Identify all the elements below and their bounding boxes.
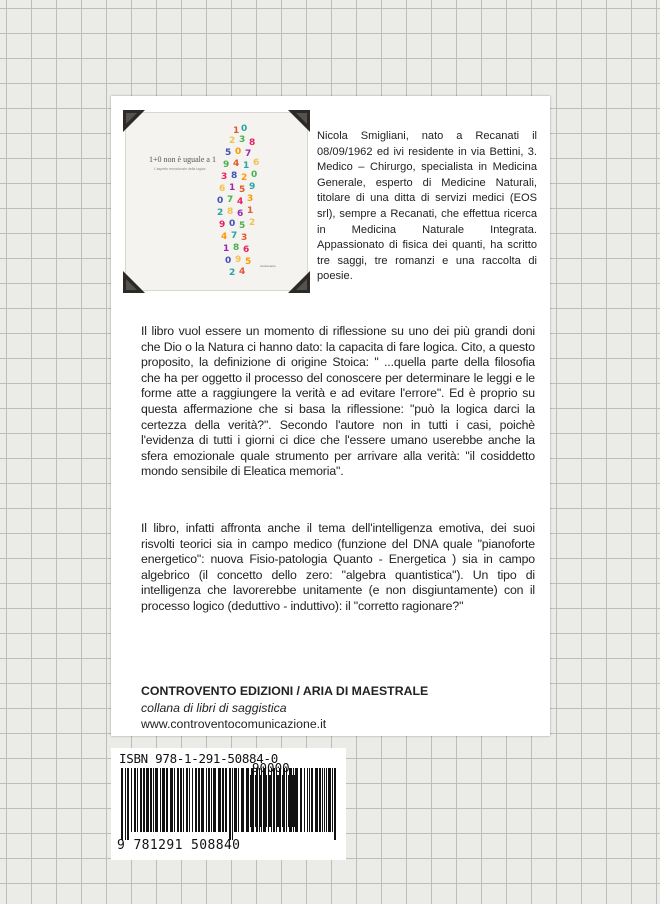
svg-text:3: 3 — [221, 172, 228, 182]
publisher-series: collana di libri di saggistica — [141, 701, 287, 715]
publisher-website[interactable]: www.controventocomunicazione.it — [141, 717, 327, 731]
barcode-bars-icon — [121, 768, 339, 840]
svg-text:5: 5 — [245, 257, 252, 267]
svg-text:0: 0 — [241, 124, 248, 134]
svg-text:1: 1 — [229, 183, 236, 193]
svg-text:4: 4 — [233, 159, 240, 169]
price-barcode-icon — [250, 775, 298, 835]
svg-text:2: 2 — [229, 136, 236, 146]
svg-text:5: 5 — [239, 221, 246, 231]
svg-text:2: 2 — [241, 173, 248, 183]
photo-corner-icon — [288, 271, 310, 293]
svg-text:6: 6 — [237, 209, 244, 219]
svg-text:9: 9 — [235, 255, 242, 265]
svg-text:8: 8 — [227, 207, 234, 217]
price-code: 90000 — [252, 760, 290, 775]
svg-text:7: 7 — [245, 149, 252, 159]
svg-text:4: 4 — [221, 232, 228, 242]
svg-text:3: 3 — [239, 135, 246, 145]
publisher-block — [141, 683, 541, 733]
back-cover-sheet — [111, 96, 550, 736]
author-bio: Nicola Smigliani, nato a Recanati il 08/09/1962 ed ivi residente in via Bettini, 3. Medico – Chirurgo, specialista in Medicina Generale, esperto di Medicine Naturali, titolare di una ditta di servizi medici (EOS srl), sempre a Recanati, che effettua ricerca in Medicina Naturale Integrata. Appassionato di fisica dei quanti, ha scritto tre saggi, tre romanzi e una raccolta di poesie. — [317, 130, 537, 283]
svg-text:0: 0 — [235, 147, 242, 157]
svg-text:5: 5 — [225, 148, 232, 158]
book-subtitle: L'aspetto emozionale della logica — [154, 167, 206, 171]
photo-corner-icon — [288, 110, 310, 132]
svg-text:0: 0 — [251, 170, 258, 180]
svg-text:1: 1 — [247, 206, 254, 216]
photo-corner-icon — [123, 271, 145, 293]
description-paragraph: Il libro, infatti affronta anche il tema dell'intelligenza emotiva, dei suoi risvolti teorici sia in campo medico (funzione del DNA quale "pianoforte energetico": nuova Fisio-patologia Quanto - Energetica ) sia in campo algebrico (il concetto dello zero: "algebra quantistica"). Un tipo di intelligenza che lavorerebbe unitamente (e non disgiuntamente) con il processo logico (deduttivo - induttivo): il "corretto ragionare?" — [141, 521, 535, 613]
svg-text:0: 0 — [225, 256, 232, 266]
svg-text:7: 7 — [227, 195, 234, 205]
svg-text:8: 8 — [249, 138, 256, 148]
svg-text:1: 1 — [243, 161, 250, 171]
svg-text:3: 3 — [241, 233, 248, 243]
photo-corner-icon — [123, 110, 145, 132]
svg-text:6: 6 — [253, 158, 260, 168]
book-title: 1+0 non è uguale a 1 — [149, 155, 216, 164]
publisher-name: CONTROVENTO EDIZIONI / ARIA DI MAESTRALE — [141, 684, 429, 698]
publisher-logo: controvento — [260, 264, 276, 268]
svg-text:6: 6 — [243, 245, 250, 255]
svg-text:1: 1 — [223, 244, 230, 254]
svg-text:9: 9 — [249, 182, 256, 192]
svg-text:5: 5 — [239, 185, 246, 195]
svg-text:2: 2 — [229, 268, 236, 278]
colorful-numbers-figure-icon — [211, 121, 271, 281]
svg-text:2: 2 — [249, 218, 256, 228]
svg-text:4: 4 — [237, 197, 244, 207]
isbn-barcode — [111, 748, 346, 860]
svg-text:3: 3 — [247, 194, 254, 204]
svg-text:8: 8 — [231, 171, 238, 181]
svg-text:2: 2 — [217, 208, 224, 218]
isbn-label: ISBN 978-1-291-50884-0 — [119, 751, 278, 766]
svg-text:0: 0 — [229, 219, 236, 229]
svg-text:6: 6 — [219, 184, 226, 194]
svg-text:4: 4 — [239, 267, 246, 277]
svg-text:8: 8 — [233, 243, 240, 253]
svg-text:7: 7 — [231, 231, 238, 241]
svg-text:9: 9 — [223, 160, 230, 170]
description-paragraph: Il libro vuol essere un momento di riflessione su uno dei più grandi doni che Dio o la Natura ci hanno dato: la capacita di fare logica. Cito, a questo proposito, la definizione di origine Stoica: " ...quella parte della filosofia che ha per oggetto il processo del conoscere per determinare le leggi e le forme atte a raggiungere la verità e ad evitare l'errore". Ed è proprio su questa affermazione che si basa la riflessione: "può la logica darci la certezza della verità?". Secondo l'autore non in tutti i casi, poichè l'evidenza di tutti i giorni ci dice che l'essere umano userebbe anche la sfera emozionale quale strumento per arrivare alla verità: "il cosiddetto mondo sensibile di Eleatica memoria". — [141, 324, 535, 479]
barcode-digits: 9 781291 508840 — [117, 838, 241, 853]
svg-text:9: 9 — [219, 220, 226, 230]
book-cover-thumbnail — [125, 112, 308, 291]
svg-text:0: 0 — [217, 196, 224, 206]
svg-text:1: 1 — [233, 126, 240, 136]
